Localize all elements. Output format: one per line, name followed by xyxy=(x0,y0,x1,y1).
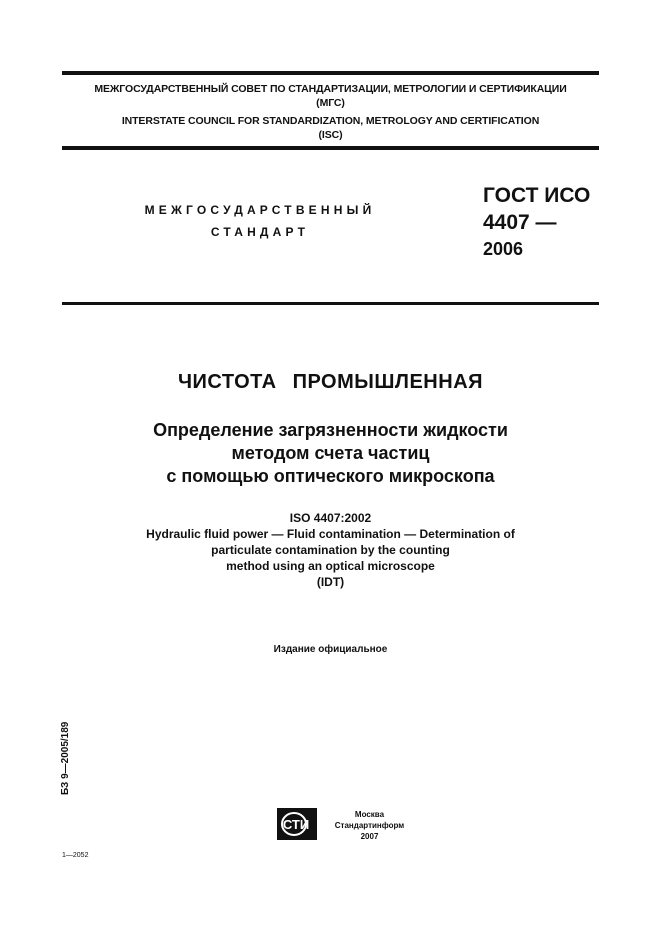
header-bottom-rule xyxy=(62,302,599,305)
publisher-city: Москва xyxy=(354,810,385,819)
subtitle-line2: методом счета частиц xyxy=(231,443,430,463)
council-en-line2: (ISC) xyxy=(318,129,343,141)
top-rule xyxy=(62,71,599,75)
iso-reference-block xyxy=(62,510,599,590)
iso-ref: ISO 4407:2002 xyxy=(289,511,372,525)
designation-line2: 4407 — xyxy=(483,211,557,234)
subtitle-line3: с помощью оптического микроскопа xyxy=(166,466,495,486)
iso-line4: (IDT) xyxy=(316,575,345,589)
publisher-name: Стандартинформ xyxy=(334,821,405,830)
standard-label-line2: СТАНДАРТ xyxy=(210,225,310,239)
side-code: БЗ 9—2005/189 xyxy=(60,721,71,795)
designation-line1: ГОСТ ИСО xyxy=(483,184,591,207)
footer-code: 1—2052 xyxy=(62,852,89,859)
iso-line1: Hydraulic fluid power — Fluid contamination — Determination of xyxy=(146,527,515,541)
council-rule xyxy=(62,146,599,150)
iso-line3: method using an optical microscope xyxy=(226,559,435,573)
publisher-logo xyxy=(277,808,317,840)
publisher-logo-text: СТИ xyxy=(282,817,310,832)
publisher-year: 2007 xyxy=(360,832,379,841)
edition-label: Издание официальное xyxy=(273,644,388,655)
standard-label-line1: МЕЖГОСУДАРСТВЕННЫЙ xyxy=(144,203,376,217)
standard-label xyxy=(130,199,390,243)
document-subtitle xyxy=(62,419,599,488)
designation-line3: 2006 xyxy=(483,239,524,259)
subtitle-line1: Определение загрязненности жидкости xyxy=(153,420,508,440)
standard-designation xyxy=(483,182,590,263)
publisher-info xyxy=(322,809,417,842)
iso-line2: particulate contamination by the counting xyxy=(211,543,450,557)
publisher-logo-graphic xyxy=(277,808,317,840)
document-title: ЧИСТОТА ПРОМЫШЛЕННАЯ xyxy=(177,371,484,393)
council-ru-line1: МЕЖГОСУДАРСТВЕННЫЙ СОВЕТ ПО СТАНДАРТИЗАЦИИ, МЕТРОЛОГИИ И СЕРТИФИКАЦИИ xyxy=(94,83,567,95)
council-ru-line2: (МГС) xyxy=(316,97,345,109)
council-en-line1: INTERSTATE COUNCIL FOR STANDARDIZATION, METROLOGY AND CERTIFICATION xyxy=(121,115,540,127)
